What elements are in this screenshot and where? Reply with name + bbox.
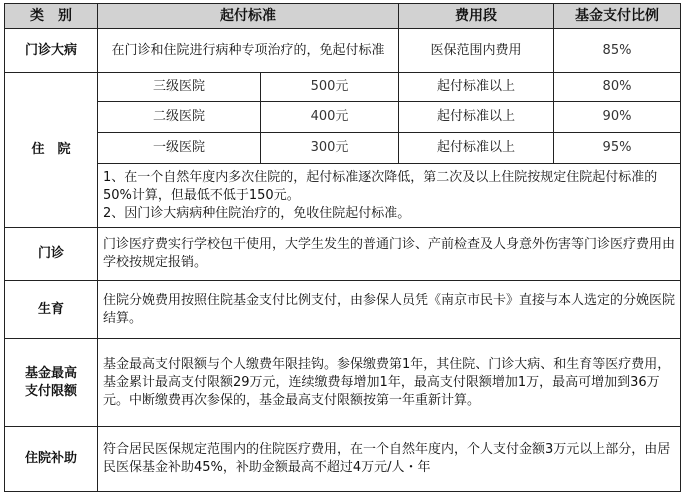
inpatient-subsidy-row xyxy=(5,427,681,492)
tier-level: 三级医院 xyxy=(98,73,261,102)
tier-cost-segment: 起付标准以上 xyxy=(399,73,554,102)
inpatient-tier-row xyxy=(5,133,681,164)
inpatient-tier-row xyxy=(5,73,681,102)
header-cost-segment: 费用段 xyxy=(399,4,554,29)
header-threshold: 起付标准 xyxy=(98,4,399,29)
outpatient-row xyxy=(5,228,681,281)
tier-ratio: 95% xyxy=(554,133,681,164)
max-payment-label-line1: 基金最高 xyxy=(24,365,77,381)
tier-amount: 500元 xyxy=(261,73,399,102)
category-outpatient-serious: 门诊大病 xyxy=(5,29,98,73)
inpatient-subsidy-text: 符合居民医保规定范围内的住院医疗费用，在一个自然年度内，个人支付金额3万元以上部分，由居民医保基金补助45%，补助金额最高不超过4万元/人・年 xyxy=(98,427,681,492)
inpatient-note-1: 1、在一个自然年度内多次住院的，起付标准逐次降低，第二次及以上住院按规定住院起付标准的50%计算，但最低不低于150元。 xyxy=(103,169,658,203)
category-outpatient: 门诊 xyxy=(5,228,98,281)
header-category: 类 别 xyxy=(5,4,98,29)
tier-cost-segment: 起付标准以上 xyxy=(399,102,554,133)
header-row xyxy=(5,4,681,29)
max-payment-label-line2: 支付限额 xyxy=(24,383,77,399)
tier-ratio: 80% xyxy=(554,73,681,102)
category-inpatient-subsidy: 住院补助 xyxy=(5,427,98,492)
header-ratio: 基金支付比例 xyxy=(554,4,681,29)
category-max-payment xyxy=(5,339,98,427)
tier-ratio: 90% xyxy=(554,102,681,133)
inpatient-notes-row xyxy=(5,164,681,228)
category-inpatient: 住 院 xyxy=(5,73,98,228)
outpatient-serious-cost-segment: 医保范围内费用 xyxy=(399,29,554,73)
maternity-text: 住院分娩费用按照住院基金支付比例支付，由参保人员凭《南京市民卡》直接与本人选定的分娩医院结算。 xyxy=(98,281,681,339)
inpatient-notes xyxy=(98,164,681,228)
outpatient-serious-ratio: 85% xyxy=(554,29,681,73)
outpatient-serious-row xyxy=(5,29,681,73)
outpatient-serious-threshold: 在门诊和住院进行病种专项治疗的，免起付标准 xyxy=(98,29,399,73)
outpatient-text: 门诊医疗费实行学校包干使用，大学生发生的普通门诊、产前检查及人身意外伤害等门诊医疗费用由学校按规定报销。 xyxy=(98,228,681,281)
medical-insurance-table xyxy=(4,3,681,492)
max-payment-row xyxy=(5,339,681,427)
tier-cost-segment: 起付标准以上 xyxy=(399,133,554,164)
category-maternity: 生育 xyxy=(5,281,98,339)
maternity-row xyxy=(5,281,681,339)
max-payment-text: 基金最高支付限额与个人缴费年限挂钩。参保缴费第1年，其住院、门诊大病、和生育等医疗费用，基金累计最高支付限额29万元，连续缴费每增加1年，最高支付限额增加1万，最高可增加到36万元。中断缴费再次参保的，基金最高支付限额按第一年重新计算。 xyxy=(98,339,681,427)
tier-level: 一级医院 xyxy=(98,133,261,164)
tier-level: 二级医院 xyxy=(98,102,261,133)
inpatient-tier-row xyxy=(5,102,681,133)
inpatient-note-2: 2、因门诊大病病种住院治疗的，免收住院起付标准。 xyxy=(103,205,411,221)
tier-amount: 400元 xyxy=(261,102,399,133)
tier-amount: 300元 xyxy=(261,133,399,164)
